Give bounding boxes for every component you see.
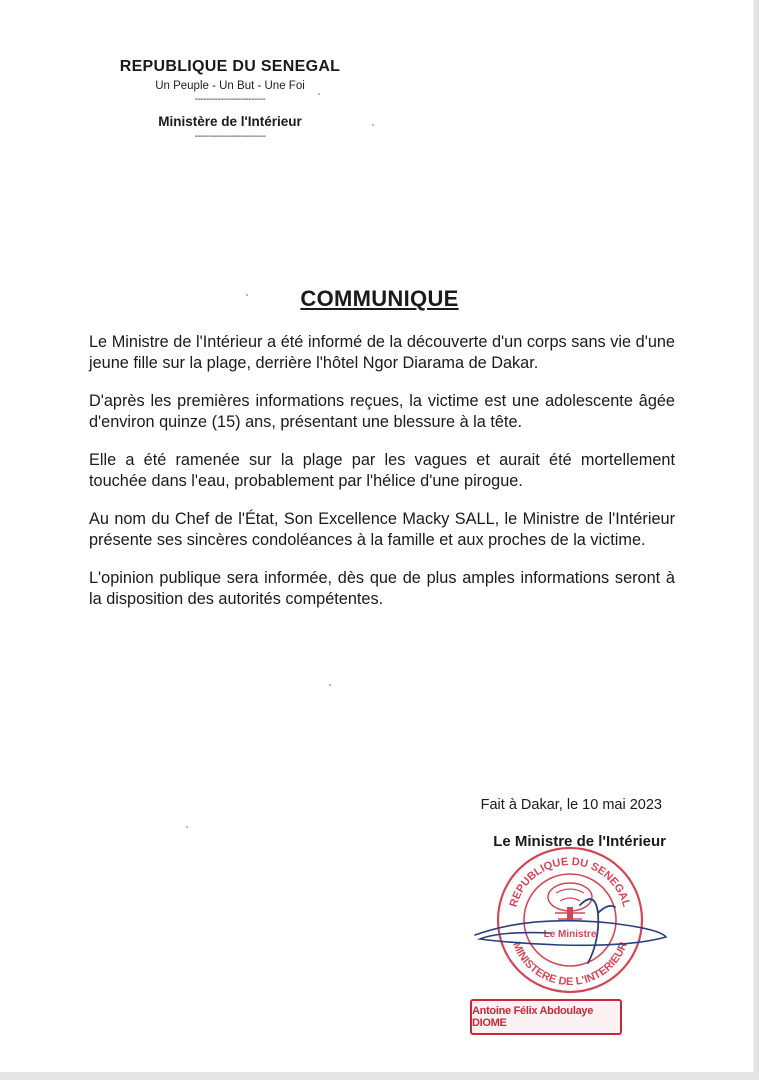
paragraph: Elle a été ramenée sur la plage par les vagues et aurait été mortellement touchée dans l'eau, probablement par l'hélice d'une pirogue. — [89, 451, 675, 490]
page-edge-shadow — [753, 0, 759, 1080]
official-seal-stamp — [470, 845, 670, 995]
scan-speck — [318, 93, 320, 95]
paragraph: D'après les premières informations reçues, la victime est une adolescente âgée d'environ quinze (15) ans, présentant une blessure à la tête. — [89, 392, 675, 431]
paragraph: L'opinion publique sera informée, dès que de plus amples informations seront à la disposition des autorités compétentes. — [89, 569, 675, 608]
ministry-name: Ministère de l'Intérieur — [158, 114, 302, 129]
scan-speck — [329, 684, 331, 686]
seal-top-text: REPUBLIQUE DU SENEGAL — [507, 855, 633, 909]
letterhead — [80, 58, 380, 141]
communique-body — [89, 332, 675, 627]
svg-text:MINISTERE DE L'INTERIEUR — [510, 940, 630, 988]
seal-center-text: Le Ministre — [543, 929, 597, 940]
scan-speck — [246, 294, 248, 296]
ministry-separator: ------------------------- — [194, 131, 266, 142]
header-separator: ------------------------- — [194, 94, 266, 105]
document-title: COMMUNIQUE — [300, 286, 459, 311]
signatory-title: Le Ministre de l'Intérieur — [493, 833, 666, 850]
date-line: Fait à Dakar, le 10 mai 2023 — [480, 797, 662, 813]
signatory-name-stamp — [470, 999, 622, 1035]
national-motto: Un Peuple - Un But - Une Foi — [155, 80, 305, 92]
country-name: REPUBLIQUE DU SENEGAL — [119, 58, 341, 75]
scan-speck — [186, 826, 188, 828]
paragraph: Le Ministre de l'Intérieur a été informé de la découverte d'un corps sans vie d'une jeune fille sur la plage, derrière l'hôtel Ngor Diarama de Dakar. — [89, 333, 675, 372]
seal-bottom-text: MINISTERE DE L'INTERIEUR — [510, 940, 630, 989]
baobab-emblem-icon — [548, 883, 592, 921]
page-bottom-edge — [0, 1072, 759, 1080]
signatory-name: Antoine Félix Abdoulaye DIOME — [472, 1005, 594, 1029]
scan-speck — [372, 124, 374, 126]
paragraph: Au nom du Chef de l'État, Son Excellence Macky SALL, le Ministre de l'Intérieur présente ses sincères condoléances à la famille et aux proches de la victime. — [89, 510, 675, 549]
